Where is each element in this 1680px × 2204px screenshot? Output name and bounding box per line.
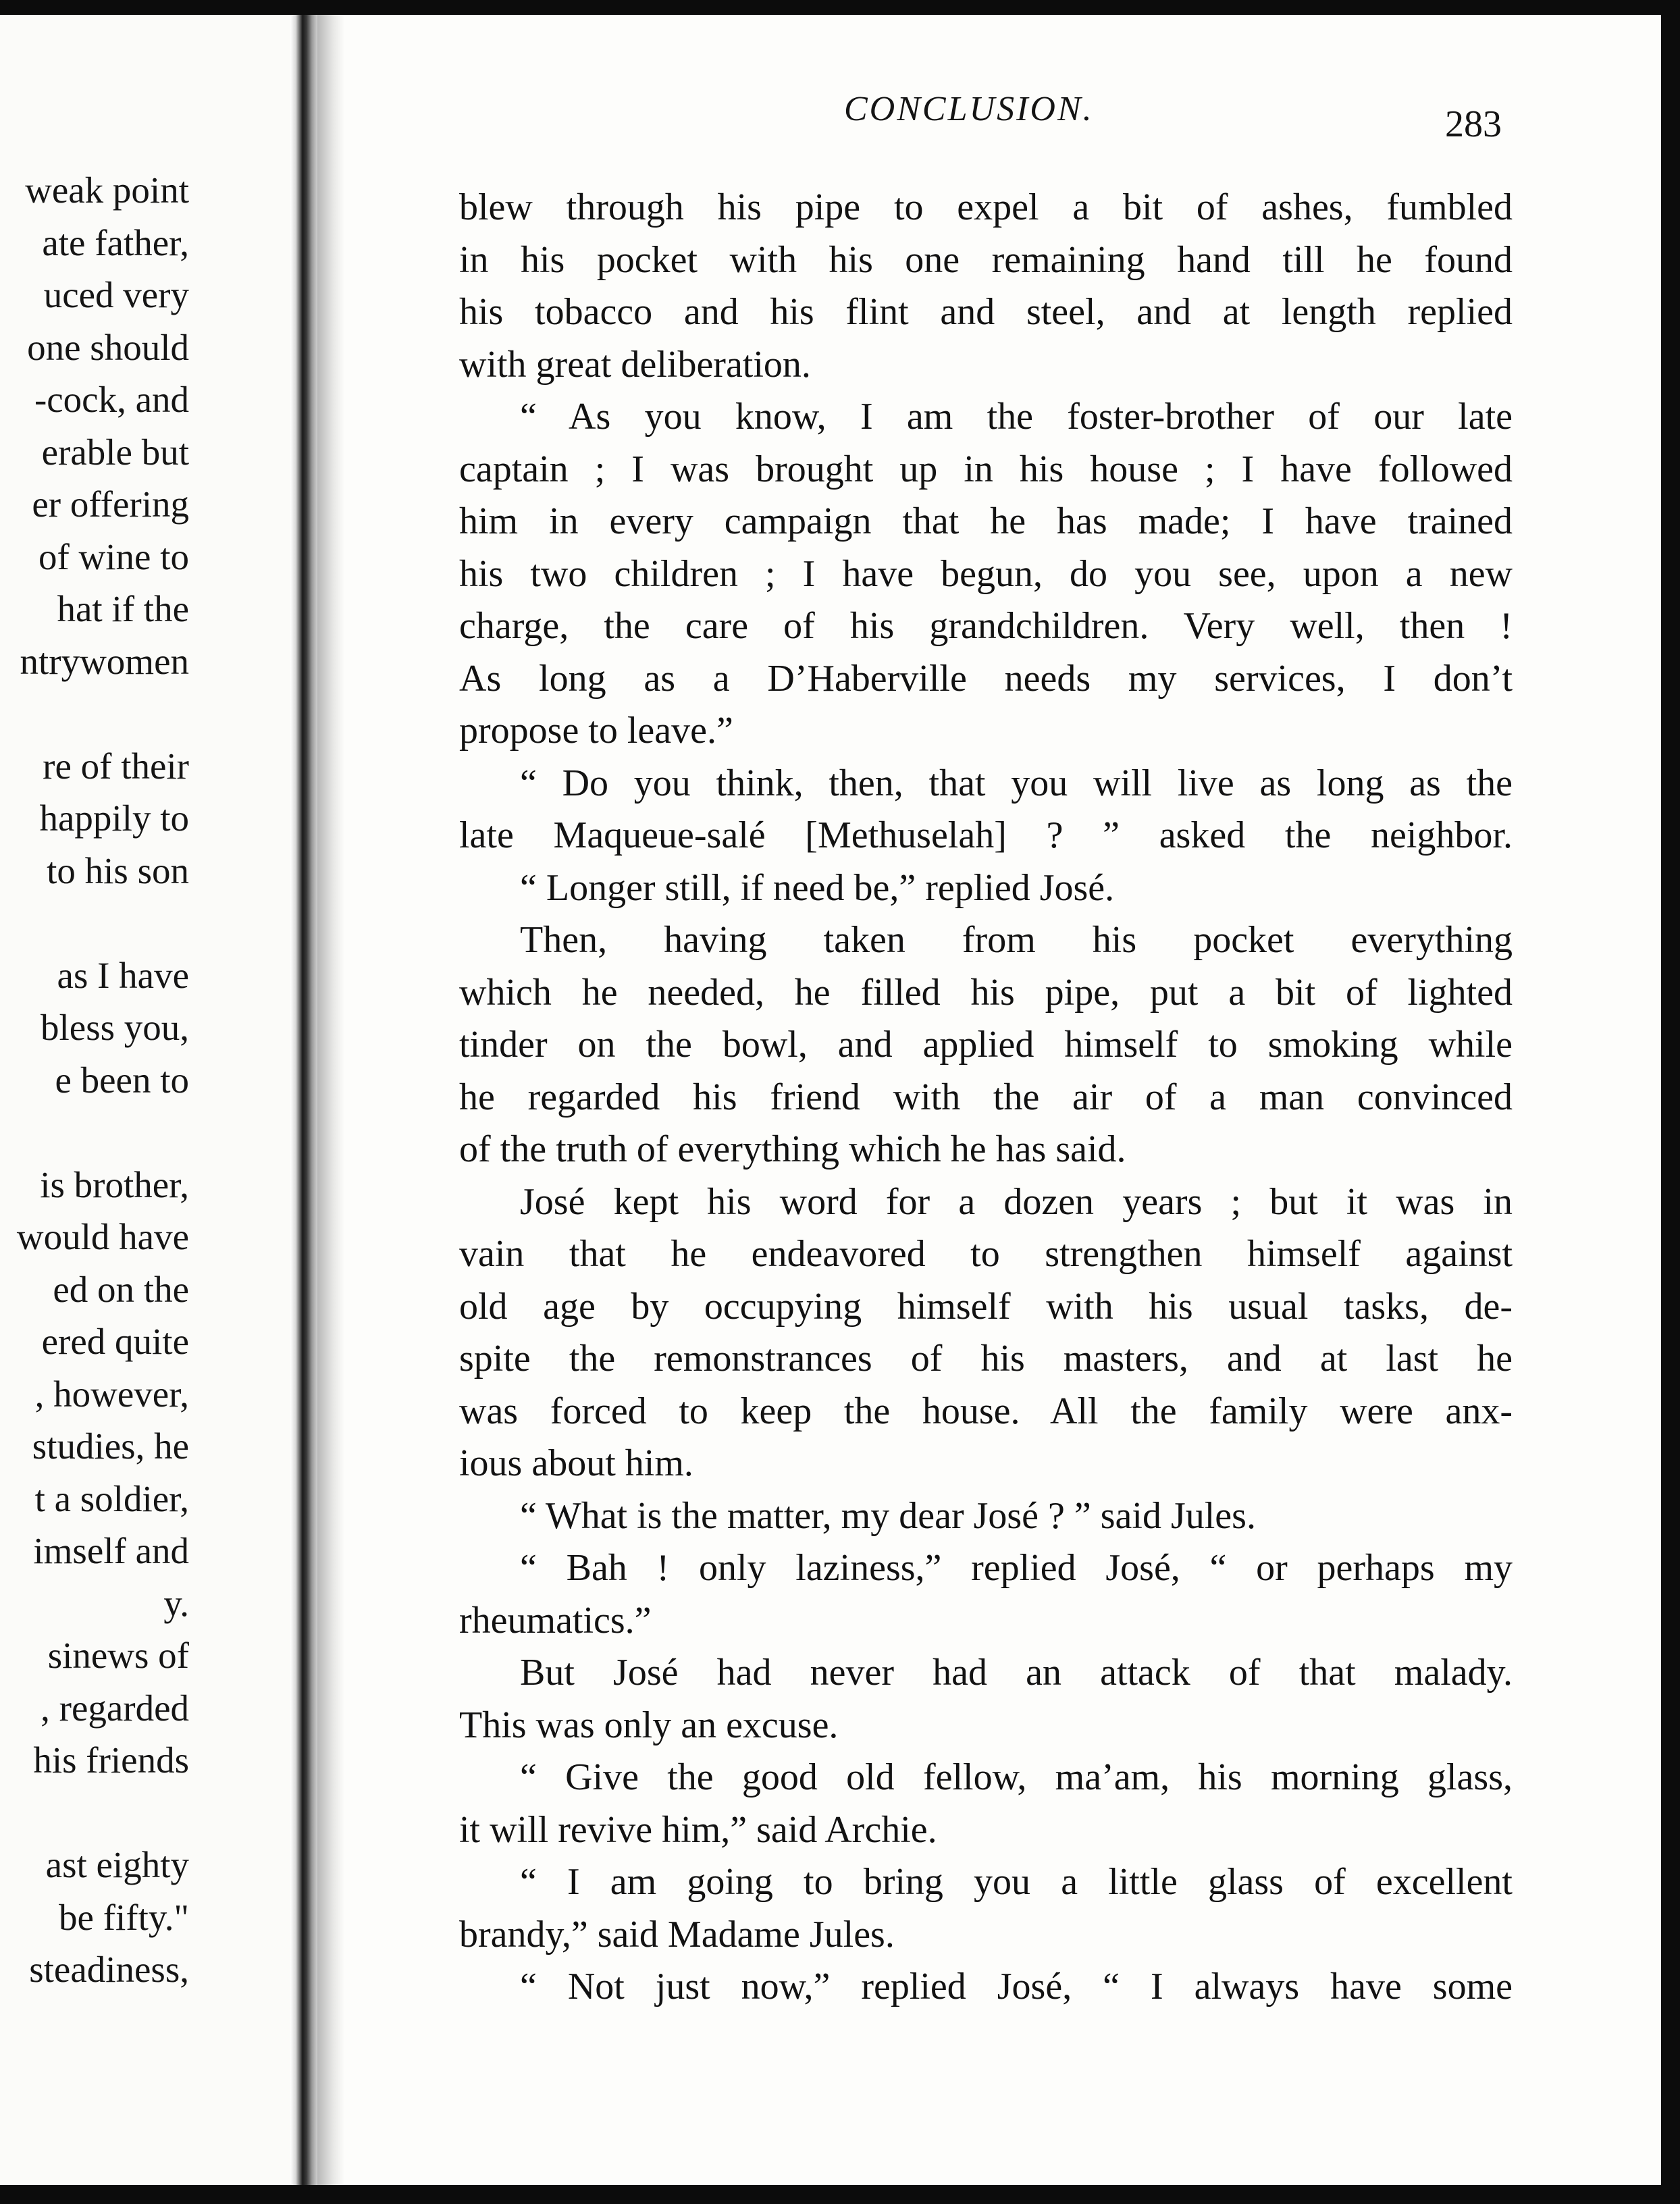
text-line: he regarded his friend with the air of a man convinced [459,1076,1513,1118]
left-page-line: t a soldier, [34,1477,189,1519]
left-page-line: erable but [41,431,189,473]
text-line: propose to leave.” [459,710,733,752]
left-page-line: -cock, and [34,379,189,420]
text-line: his two children ; I have begun, do you see, upon a new [459,552,1513,595]
left-page-line: weak point [25,169,189,211]
text-line: charge, the care of his grandchildren. Very well, then ! [459,605,1513,647]
running-head: CONCLUSION. [844,90,1094,128]
left-page-line: as I have [57,954,189,996]
left-page-line: y. [163,1582,189,1624]
text-line: “ Longer still, if need be,” replied José. [520,866,1115,909]
left-page-line: imself and [33,1530,189,1571]
left-page-line: re of their [43,745,189,787]
text-line: blew through his pipe to expel a bit of ashes, fumbled [459,186,1513,228]
text-line: José kept his word for a dozen years ; but it was in [520,1180,1513,1223]
left-page-line: to his son [47,849,189,891]
text-line: late Maqueue-salé [Methuselah] ? ” asked the neighbor. [459,814,1513,856]
text-line: Then, having taken from his pocket everything [520,919,1513,961]
left-page-line: bless you, [41,1007,189,1048]
left-page-line: steadiness, [29,1949,189,1990]
text-line: his tobacco and his flint and steel, and at length replied [459,291,1513,333]
text-line: “ What is the matter, my dear José ? ” said Jules. [520,1494,1256,1537]
text-line: “ Bah ! only laziness,” replied José, “ or perhaps my [520,1547,1513,1589]
left-page-line: studies, he [32,1425,189,1467]
left-page-line: happily to [39,797,189,839]
scan-border-top [0,0,1680,15]
text-line: old age by occupying himself with his usual tasks, de- [459,1285,1513,1328]
right-page [344,15,1661,2185]
left-page-line: ed on the [53,1268,189,1310]
text-line: tinder on the bowl, and applied himself to smoking while [459,1024,1513,1066]
gutter-shadow [317,15,344,2185]
text-line: “ I am going to bring you a little glass of excellent [520,1861,1513,1903]
left-page-line: er offering [32,483,189,525]
text-line: with great deliberation. [459,343,811,386]
left-page-line: , regarded [41,1687,189,1729]
text-line: of the truth of everything which he has said. [459,1128,1126,1170]
left-page-line: ntrywomen [20,640,189,682]
text-line: which he needed, he filled his pipe, put a bit of lighted [459,971,1513,1014]
left-page-line: sinews of [47,1635,189,1676]
text-line: But José had never had an attack of that malady. [520,1652,1513,1694]
left-page-line: is brother, [40,1163,189,1205]
text-line: it will revive him,” said Archie. [459,1808,937,1851]
left-page-line: would have [16,1216,189,1257]
left-page-line: ast eighty [45,1844,189,1885]
text-line: vain that he endeavored to strengthen himself against [459,1233,1513,1275]
text-line: in his pocket with his one remaining hand till he found [459,238,1513,281]
text-line: “ Give the good old fellow, ma’am, his morning glass, [520,1756,1513,1798]
left-page-line: of wine to [38,535,189,577]
scan-border-bottom [0,2185,1680,2204]
left-page-line: his friends [33,1739,189,1781]
left-page-line: e been to [55,1059,189,1101]
text-line: As long as a D’Haberville needs my services, I don’t [459,657,1513,700]
text-line: rheumatics.” [459,1599,652,1642]
text-line: was forced to keep the house. All the family were anx- [459,1390,1513,1432]
text-line: “ As you know, I am the foster-brother of our late [520,396,1513,438]
left-page-fragment [0,15,290,2185]
left-page-line: hat if the [57,588,189,629]
text-line: “ Not just now,” replied José, “ I always have some [520,1966,1513,2008]
text-line: This was only an excuse. [459,1704,839,1746]
left-page-line: be fifty." [59,1896,189,1938]
left-page-line: uced very [43,274,189,315]
left-page-line: one should [27,326,189,368]
text-line: “ Do you think, then, that you will live as long as the [520,762,1513,804]
text-line: captain ; I was brought up in his house ; I have followed [459,448,1513,490]
text-line: ious about him. [459,1442,693,1484]
book-gutter [290,15,317,2185]
text-line: him in every campaign that he has made; I have trained [459,500,1513,542]
text-line: brandy,” said Madame Jules. [459,1913,895,1956]
left-page-line: , however, [34,1373,189,1415]
scan-border-right [1661,0,1680,2204]
left-page-line: ered quite [41,1321,189,1362]
text-line: spite the remonstrances of his masters, and at last he [459,1338,1513,1380]
page-number: 283 [1445,103,1502,145]
left-page-line: ate father, [42,221,189,263]
